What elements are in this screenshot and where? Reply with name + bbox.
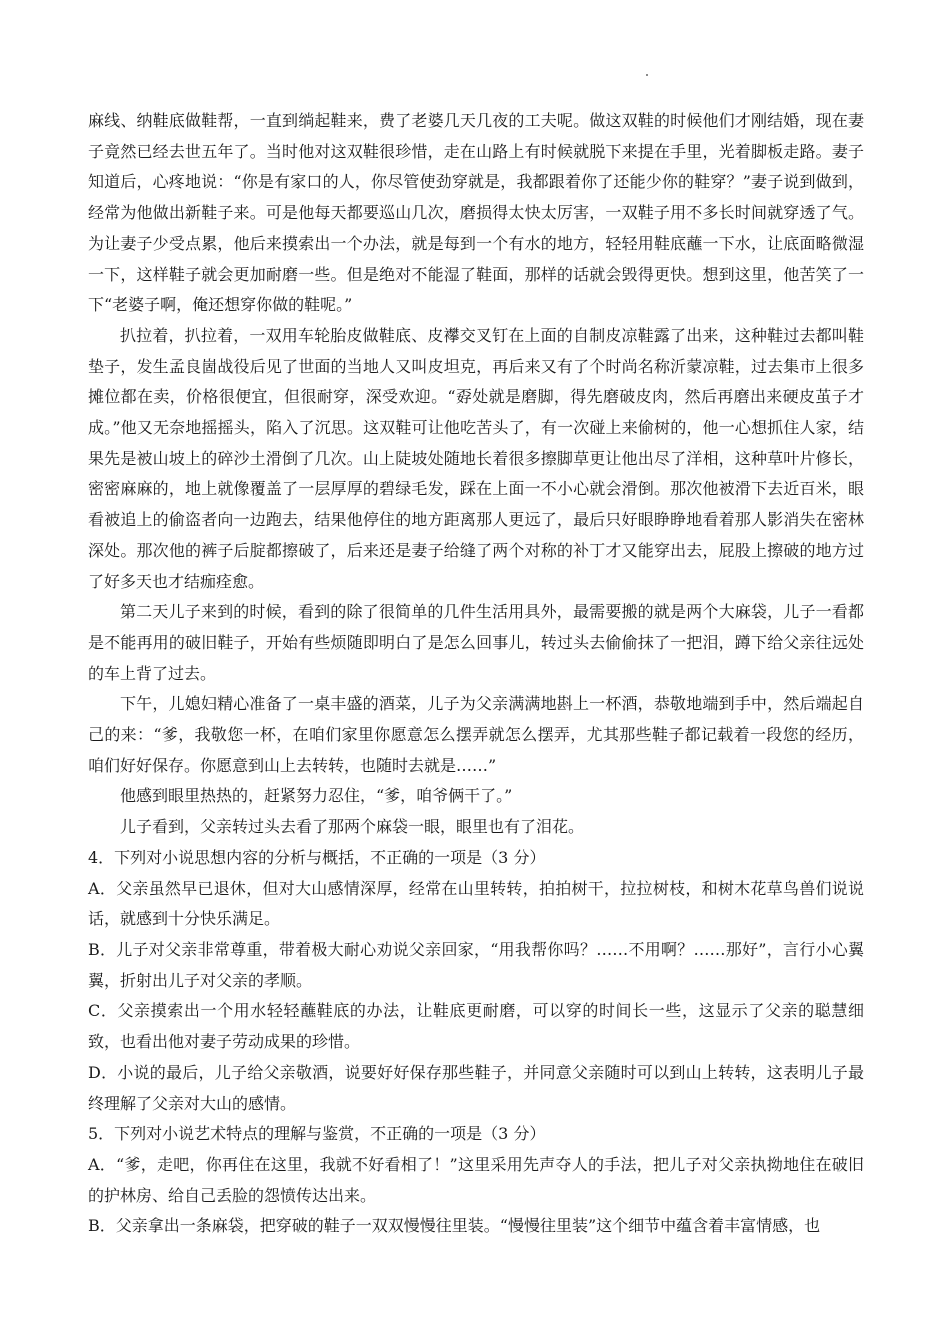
story-paragraph-2: 扒拉着，扒拉着，一双用车轮胎皮做鞋底、皮襻交叉钉在上面的自制皮凉鞋露了出来，这种鞋过去都叫鞋垫子，发生孟良崮战役后见了世面的当地人又叫皮坦克，再后来又有了个时尚名称沂蒙凉鞋，过去集市上很多摊位都在卖，价格很便宜，但很耐穿，深受欢迎。“孬处就是磨脚，得先磨破皮肉，然后再磨出来硬皮茧子才成。”他又无奈地摇摇头，陷入了沉思。这双鞋可让他吃苦头了，有一次碰上来偷树的，他一心想抓住人家，结果先是被山坡上的碎沙土滑倒了几次。山上陡坡处随地长着很多擦脚草更让他出尽了洋相，这种草叶片修长，密密麻麻的，地上就像覆盖了一层厚厚的碧绿毛发，踩在上面一不小心就会滑倒。那次他被滑下去近百米，眼看被追上的偷盗者向一边跑去，结果他停住的地方距离那人更远了，最后只好眼睁睁地看着那人影消失在密林深处。那次他的裤子后腚都擦破了，后来还是妻子给缝了两个对称的补丁才又能穿出去，屁股上擦破的地方过了好多天也才结痂痊愈。 bbox=[88, 325, 864, 591]
story-paragraph-6: 儿子看到，父亲转过头去看了那两个麻袋一眼，眼里也有了泪花。 bbox=[120, 817, 585, 837]
question-5-option-b: B．父亲拿出一条麻袋，把穿破的鞋子一双双慢慢往里装。“慢慢往里装”这个细节中蕴含着丰富情感，也 bbox=[88, 1216, 821, 1236]
question-4-option-a: A．父亲虽然早已退休，但对大山感情深厚，经常在山里转转，拍拍树干，拉拉树枝，和树木花草鸟兽们说说话，就感到十分快乐满足。 bbox=[88, 878, 864, 929]
question-4-option-d: D．小说的最后，儿子给父亲敬酒，说要好好保存那些鞋子，并同意父亲随时可以到山上转转，这表明儿子最终理解了父亲对大山的感情。 bbox=[88, 1062, 864, 1113]
scan-dot bbox=[646, 74, 648, 76]
story-paragraph-5: 他感到眼里热热的，赶紧努力忍住，“爹，咱爷俩干了。” bbox=[120, 786, 513, 806]
story-paragraph-3: 第二天儿子来到的时候，看到的除了很简单的几件生活用具外，最需要搬的就是两个大麻袋，儿子一看都是不能再用的破旧鞋子，开始有些烦随即明白了是怎么回事儿，转过头去偷偷抹了一把泪，蹲下给父亲往远处的车上背了过去。 bbox=[88, 602, 864, 683]
question-4-stem: 4．下列对小说思想内容的分析与概括，不正确的一项是（3 分） bbox=[88, 847, 546, 867]
question-4-option-b: B．儿子对父亲非常尊重，带着极大耐心劝说父亲回家，“用我帮你吗？……不用啊？……那好”，言行小心翼翼，折射出儿子对父亲的孝顺。 bbox=[88, 939, 864, 990]
story-paragraph-4: 下午，儿媳妇精心准备了一桌丰盛的酒菜，儿子为父亲满满地斟上一杯酒，恭敬地端到手中，然后端起自己的来：“爹，我敬您一杯，在咱们家里你愿意怎么摆弄就怎么摆弄，尤其那些鞋子都记载着一段您的经历，咱们好好保存。你愿意到山上去转转，也随时去就是……” bbox=[88, 694, 864, 775]
story-paragraph-1: 麻线、纳鞋底做鞋帮，一直到绱起鞋来，费了老婆几天几夜的工夫呢。做这双鞋的时候他们才刚结婚，现在妻子竟然已经去世五年了。当时他对这双鞋很珍惜，走在山路上有时候就脱下来提在手里，光着脚板走路。妻子知道后，心疼地说：“你是有家口的人，你尽管使劲穿就是，我都跟着你了还能少你的鞋穿？”妻子说到做到，经常为他做出新鞋子来。可是他每天都要巡山几次，磨损得太快太厉害，一双鞋子用不多长时间就穿透了气。为让妻子少受点累，他后来摸索出一个办法，就是每到一个有水的地方，轻轻用鞋底蘸一下水，让底面略微湿一下，这样鞋子就会更加耐磨一些。但是绝对不能湿了鞋面，那样的话就会毁得更快。想到这里，他苦笑了一下“老婆子啊，俺还想穿你做的鞋呢。” bbox=[88, 111, 864, 315]
document-page bbox=[88, 106, 864, 1242]
question-5-option-a: A．“爹，走吧，你再住在这里，我就不好看相了！”这里采用先声夺人的手法，把儿子对父亲执拗地住在破旧的护林房、给自己丢脸的怨愤传达出来。 bbox=[88, 1154, 864, 1205]
question-4-option-c: C．父亲摸索出一个用水轻轻蘸鞋底的办法，让鞋底更耐磨，可以穿的时间长一些，这显示了父亲的聪慧细致，也看出他对妻子劳动成果的珍惜。 bbox=[88, 1001, 864, 1052]
question-5-stem: 5．下列对小说艺术特点的理解与鉴赏，不正确的一项是（3 分） bbox=[88, 1124, 546, 1144]
